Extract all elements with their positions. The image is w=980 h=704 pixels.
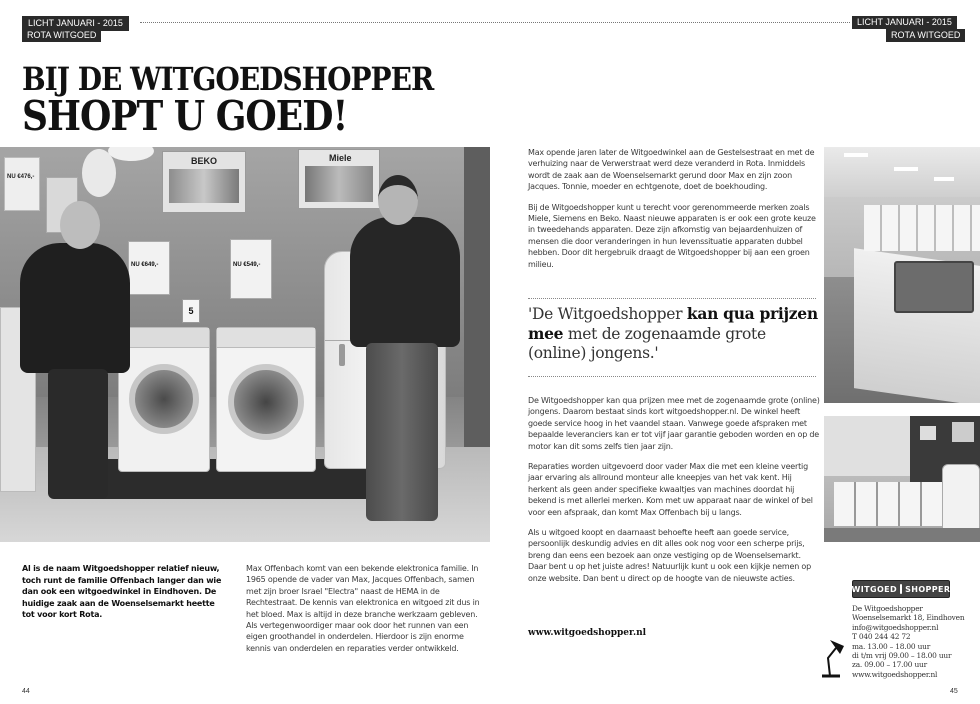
interior-appliance-row bbox=[864, 205, 980, 251]
photo-washer-2 bbox=[216, 327, 316, 472]
photo-beko-text: BEKO bbox=[191, 156, 218, 166]
column-3-paragraph-2: Bij de Witgoedshopper kunt u terecht voor gerenommeerde merken zoals Miele, Siemens en Beko. Naast nieuwe apparaten is er ook een grote keuze in tweedehands apparaten. Deze zijn afkomstig van bejaardenhuizen of mensen die door veranderingen in hun levenssituatie apparaten dubbel hebben. Door dit hergebruik draagt de Witgoedshopper bij aan een groen milieu. bbox=[528, 202, 816, 269]
photo-washer-2-panel bbox=[217, 328, 315, 348]
photo-beko-sign bbox=[162, 151, 246, 213]
photo-person-left-body bbox=[20, 243, 130, 373]
photo-person-right-body bbox=[350, 217, 460, 347]
photo-right-wall bbox=[464, 147, 490, 447]
intro-paragraph: Al is de naam Witgoedshopper relatief nieuw, toch runt de familie Offenbach langer dan wie dan ook een witgoedwinkel in Eindhoven. De huidige zaak aan de Woenselsemarkt heette tot voor kort Rota. bbox=[22, 564, 222, 620]
photo-washer-1 bbox=[118, 327, 210, 472]
photo-energy-label: 5 bbox=[182, 299, 200, 323]
store-interior-photo bbox=[824, 147, 980, 403]
photo-washer-1-door bbox=[129, 364, 199, 434]
page-number-right: 45 bbox=[950, 688, 958, 695]
washers-sign-2 bbox=[952, 422, 974, 442]
store-washers-photo bbox=[824, 416, 980, 542]
column-2-text bbox=[246, 563, 482, 663]
photo-miele-sign bbox=[298, 149, 380, 209]
photo-person-right-legs bbox=[366, 343, 438, 521]
column-3-paragraph-5: Als u witgoed koopt en daarnaast behoefte heeft aan goede service, persoonlijk deskundig advies en dit alles ook nog voor een scherpe prijs, breng dan eens een bezoek aan onze vestiging op de Woenselsemarkt. Daar bent u op het juiste adres! Natuurlijk kunt u ook een kijkje nemen op onze website. Dan bent u direct op de hoogte van de nieuwste acties. bbox=[528, 528, 811, 583]
contact-website[interactable]: www.witgoedshopper.nl bbox=[852, 669, 938, 679]
washers-row bbox=[834, 482, 944, 526]
interior-light-3 bbox=[934, 177, 954, 181]
pull-quote-emphasis: kan qua prijzen mee bbox=[528, 304, 818, 343]
washers-floor bbox=[824, 528, 980, 542]
contact-hours-2: di t/m vrij 09.00 – 18.00 uur bbox=[852, 651, 952, 661]
contact-hours-1: ma. 13.00 – 18.00 uur bbox=[852, 641, 931, 651]
photo-washer-1-panel bbox=[119, 328, 209, 348]
desk-lamp-icon bbox=[818, 636, 848, 678]
issue-label-left: LICHT JANUARI - 2015 bbox=[22, 16, 129, 31]
photo-person-left-legs bbox=[48, 369, 108, 499]
page-number-left: 44 bbox=[22, 688, 30, 695]
photo-price-card-1: NU €649,- bbox=[128, 241, 170, 295]
witgoedshopper-logo bbox=[852, 580, 950, 598]
interior-light-1 bbox=[844, 153, 868, 157]
washers-sign-1 bbox=[920, 426, 936, 440]
pull-quote-part-a: 'De Witgoedshopper bbox=[528, 305, 687, 323]
contact-email[interactable]: info@witgoedshopper.nl bbox=[852, 622, 939, 632]
interior-light-2 bbox=[894, 167, 918, 171]
logo-text-right: SHOPPER bbox=[905, 584, 951, 594]
contact-block bbox=[852, 604, 980, 679]
photo-miele-image bbox=[305, 166, 373, 202]
photo-washer-2-door bbox=[228, 364, 304, 440]
section-label-right: ROTA WITGOED bbox=[886, 29, 965, 42]
headline-line1: BIJ DE WITGOEDSHOPPER bbox=[22, 60, 434, 98]
header-divider bbox=[140, 22, 850, 23]
contact-phone: T 040 244 42 72 bbox=[852, 632, 911, 642]
washers-fridge bbox=[942, 464, 980, 534]
column-3-paragraph-3: De Witgoedshopper kan qua prijzen mee met de zogenaamde grote (online) jongens. Daarom bestaat sinds kort witgoedshopper.nl. De winkel heeft goede service hoog in het vaandel staan. Vanwege goede afspraken met bepaalde leveranciers kan er tot vijf jaar garantie geboden worden en op de motor kan dit soms zelfs tien jaar zijn. bbox=[528, 396, 820, 451]
store-photo bbox=[0, 147, 490, 542]
photo-person-right-head bbox=[378, 175, 418, 225]
washer-logo-icon bbox=[900, 584, 902, 594]
quote-rule-bottom bbox=[528, 376, 816, 377]
column-3-paragraph-4: Reparaties worden uitgevoerd door vader Max die met een kleine veertig jaar ervaring als allround monteur alle kneepjes van het vak kent. Hij herkent als geen ander specifieke kwaaltjes van machines doordat hij bekend is met allerlei merken. Kom met uw apparaat naar de winkel of bel voor een afspraak, dan komt Max Offenbach bij u langs. bbox=[528, 462, 813, 517]
contact-name: De Witgoedshopper bbox=[852, 604, 923, 613]
logo-text-left: WITGOED bbox=[851, 584, 898, 594]
headline-line2: SHOPT U GOED! bbox=[22, 92, 348, 141]
column-3-bottom bbox=[528, 395, 820, 593]
issue-label-right: LICHT JANUARI - 2015 bbox=[852, 16, 957, 29]
quote-rule-top bbox=[528, 298, 816, 299]
photo-miele-text: Miele bbox=[329, 153, 352, 163]
photo-fridge-handle bbox=[339, 344, 345, 366]
photo-beko-image bbox=[169, 169, 239, 203]
photo-person-left-head bbox=[60, 201, 100, 249]
website-link[interactable]: www.witgoedshopper.nl bbox=[528, 628, 647, 638]
column-3-paragraph-1: Max opende jaren later de Witgoedwinkel aan de Gestelsestraat en met de verhuizing naar de Verwerstraat werd deze veranderd in Rota. Inmiddels wordt de zaak aan de Woenselsemarkt gerund door Max en zijn zoon Jacques. Tonnie, moeder en echtgenote, doet de boekhouding. bbox=[528, 148, 815, 192]
photo-price-poster: NU €476,- bbox=[4, 157, 40, 211]
pull-quote-part-c: met de zogenaamde grote (online) jongens.' bbox=[528, 325, 766, 362]
contact-address: Woenselsemarkt 18, Eindhoven bbox=[852, 613, 965, 623]
interior-microwave bbox=[894, 261, 974, 313]
section-label-left: ROTA WITGOED bbox=[22, 29, 101, 42]
photo-price-card-2: NU €549,- bbox=[230, 239, 272, 299]
pull-quote bbox=[528, 304, 818, 363]
column-3-top bbox=[528, 147, 818, 279]
column-2-paragraph: Max Offenbach komt van een bekende elektronica familie. In 1965 opende de vader van Max, Jacques Offenbach, samen met zijn broer Israel "Electra" naast de HEMA in de Rechtestraat. De kennis van elektronica en witgoed zit dus in het bloed. Max is altijd in deze branche werkzaam gebleven. Als vertegenwoordiger maar ook door het runnen van een eigen groothandel in onderdelen. Hierdoor is zijn enorme kennis van onderdelen en reparaties verder ontwikkeld. bbox=[246, 564, 480, 653]
contact-hours-3: za. 09.00 – 17.00 uur bbox=[852, 660, 927, 670]
